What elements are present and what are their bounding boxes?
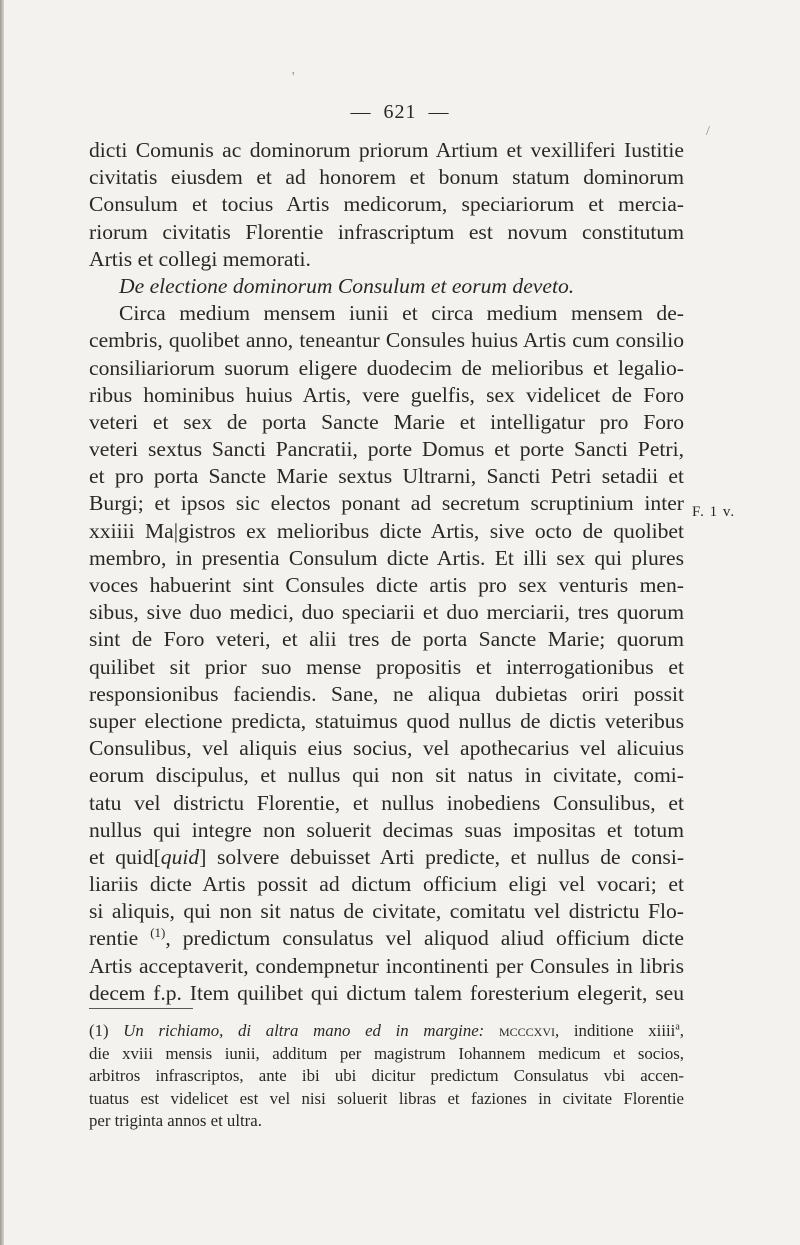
text-line: liariis dicte Artis possit ad dictum officium eligi vel vocari; et: [89, 872, 684, 897]
footnote-line: (1) Un richiamo, di altra mano ed in margine: mcccxvi, inditione xiiii$^a$,: [89, 1021, 684, 1040]
text-line: Consulibus, vel aliquis eius socius, vel apothecarius vel alicuius: [89, 736, 684, 761]
text-line-note-ref: rentie $^{(1)}$, predictum consulatus vel aliquod aliud officium dicte: [89, 925, 684, 951]
text-line: membro, in presentia Consulum dicte Artis. Et illi sex qui plures: [89, 545, 684, 570]
footnote: [89, 1020, 684, 1133]
page-number: — 621 —: [350, 101, 450, 123]
footnote-reference[interactable]: (1): [150, 925, 166, 941]
text-line: civitatis eiusdem et ad honorem et bonum statum dominorum: [89, 165, 684, 190]
margin-folio-note: F. 1 v.: [692, 504, 736, 520]
footnote-line: arbitros infrascriptos, ante ibi ubi dicitur predictum Consulatus vbi accen-: [89, 1066, 684, 1085]
text-line: Artis et collegi memorati.: [89, 246, 311, 271]
text-line: Consulum et tocius Artis medicorum, speciariorum et mercia-: [89, 192, 684, 217]
text-line: quilibet sit prior suo mense propositis et interrogationibus et: [89, 654, 684, 679]
footnote-line: die xviii mensis iunii, additum per magistrum Iohannem medicum et socios,: [89, 1043, 684, 1063]
text-line: Artis acceptaverit, condempnetur incontinenti per Consules in libris: [89, 953, 684, 978]
paragraph-statute: [89, 300, 684, 1007]
text-line: dicti Comunis ac dominorum priorum Artium et vexilliferi Iustitie: [89, 138, 684, 162]
text-line: ribus hominibus huius Artis, vere guelfis, sex videlicet de Foro: [89, 382, 684, 407]
text-line: xxiiii Ma|gistros ex melioribus dicte Artis, sive octo de quolibet: [89, 518, 684, 543]
text-line: responsionibus faciendis. Sane, ne aliqua dubietas oriri possit: [89, 681, 684, 706]
paragraph-intro: [89, 137, 684, 273]
text-line: sibus, sive duo medici, duo speciarii et duo merciarii, tres quorum: [89, 600, 684, 625]
print-speck: /: [706, 124, 710, 139]
footnote-line: tuatus est videlicet est vel nisi soluerit libras et faziones in civitate Florentie: [89, 1088, 684, 1108]
section-heading: De electione dominorum Consulum et eorum deveto.: [119, 273, 575, 298]
page-number-value: 621: [383, 101, 417, 123]
footnote-marker: (1): [89, 1021, 109, 1040]
text-line-quid: et quid[quid] solvere debuisset Arti predicte, et nullus de consi-: [89, 844, 685, 869]
text-line: eorum discipulus, et nullus qui non sit natus in civitate, comi-: [89, 763, 684, 788]
text-line: Burgi; et ipsos sic electos ponant ad secretum scruptinium inter: [89, 491, 684, 516]
print-speck: ': [292, 70, 295, 85]
text-line: decem f.p. Item quilibet qui dictum talem foresterium elegerit, seu: [89, 980, 684, 1005]
page-edge-shadow: [0, 0, 4, 1245]
text-line: cembris, quolibet anno, teneantur Consules huius Artis cum consilio: [89, 328, 684, 353]
text-line: nullus qui integre non soluerit decimas suas impositas et totum: [89, 817, 684, 842]
text-line: veteri sextus Sancti Pancratii, porte Domus et porte Sancti Petri,: [89, 437, 684, 462]
text-line: riorum civitatis Florentie infrascriptum est novum constitutum: [89, 219, 684, 244]
text-line: et pro porta Sancte Marie sextus Ultrarni, Sancti Petri setadii et: [89, 464, 684, 489]
text-line: Circa medium mensem iunii et circa medium mensem de-: [119, 301, 684, 326]
text-line: veteri et sex de porta Sancte Marie et intelligatur pro Foro: [89, 409, 684, 434]
text-line: super electione predicta, statuimus quod nullus de dictis veteribus: [89, 708, 684, 733]
footnote-line: per triginta annos et ultra.: [89, 1111, 262, 1130]
text-line: consiliariorum suorum eligere duodecim de melioribus et legalio-: [89, 355, 684, 380]
text-line: voces habuerint sint Consules dicte artis pro sex venturis men-: [89, 573, 684, 597]
text-line: tatu vel districtu Florentie, et nullus inobediens Consulibus, et: [89, 790, 684, 815]
footnote-divider: [89, 1008, 193, 1009]
main-text: [89, 137, 684, 1007]
text-line: sint de Foro veteri, et alii tres de porta Sancte Marie; quorum: [89, 627, 684, 652]
text-line: si aliquis, qui non sit natus de civitate, comitatu vel districtu Flo-: [89, 899, 684, 924]
